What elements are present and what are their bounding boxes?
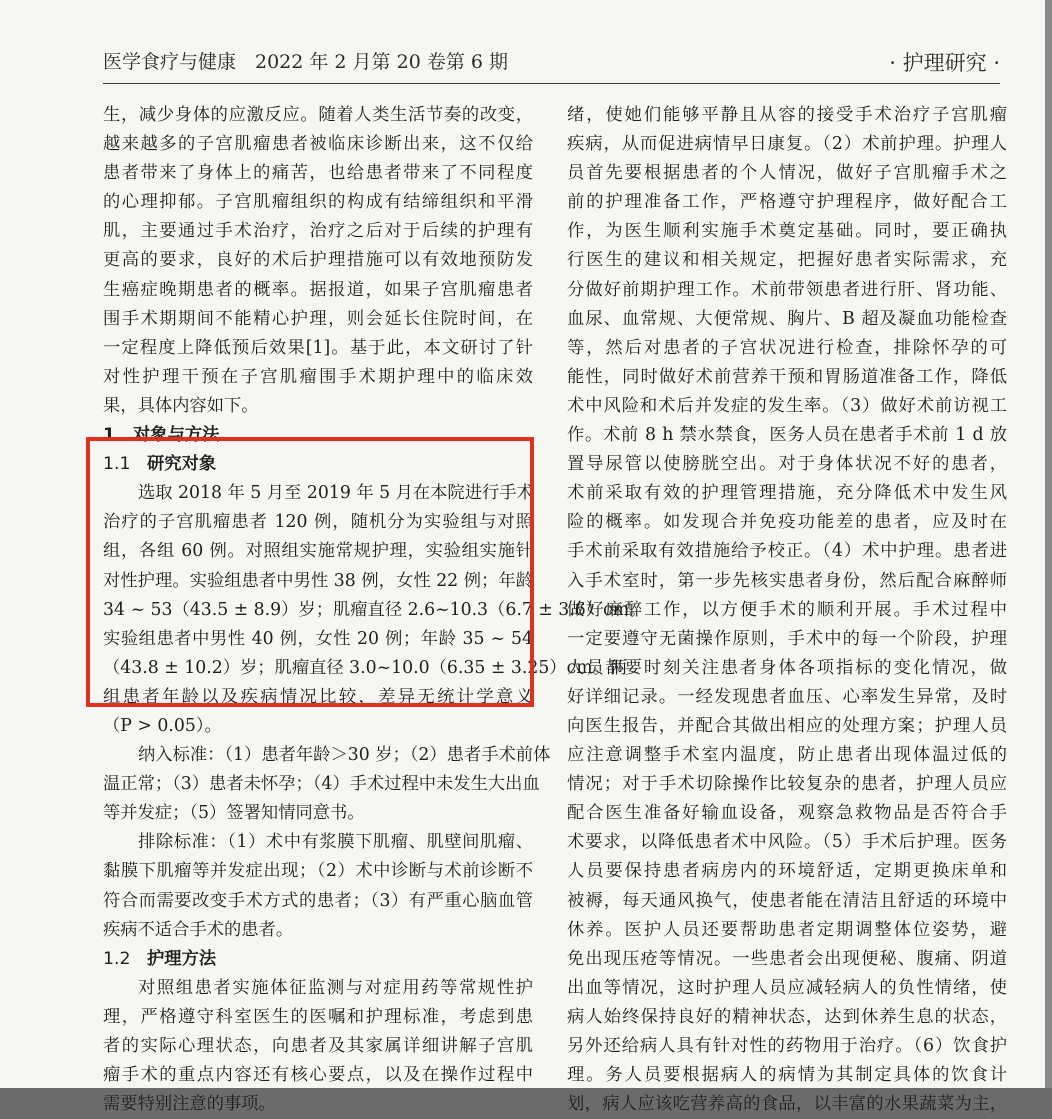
text-line: 实验组患者中男性 40 例，女性 20 例；年龄 35 ~ 54: [103, 628, 533, 649]
text-line: 疾病，从而促进病情早日康复。（2）术前护理。护理人: [567, 134, 1007, 155]
text-line: 作，为医生顺利实施手术奠定基础。同时，要正确执: [567, 221, 1007, 242]
text-line: 划，病人应该吃营养高的食品，以丰富的水果蔬菜为主，: [567, 1094, 1007, 1115]
text-line: 术中风险和术后并发症的发生率。（3）做好术前访视工: [567, 395, 1007, 416]
left-text-column: [103, 101, 647, 1115]
text-line: 应注意调整手术室内温度，防止患者出现体温过低的: [567, 745, 1007, 766]
text-line: 理，严格遵守科室医生的医嘱和护理标准，考虑到患: [103, 1006, 533, 1027]
text-line: 需要特别注意的事项。: [103, 1094, 276, 1115]
subsection-title: 研究对象: [147, 454, 217, 475]
text-line: 生癌症晚期患者的概率。据报道，如果子宫肌瘤患者: [103, 279, 533, 300]
text-line: 术前采取有效的护理管理措施，充分降低术中发生风: [567, 483, 1007, 504]
text-line: 对性护理干预在子宫肌瘤围手术期护理中的临床效: [103, 366, 533, 387]
text-line: 人员都要时刻关注患者身体各项指标的变化情况，做: [567, 657, 1007, 678]
text-line: 瘤手术的重点内容还有核心要点，以及在操作过程中: [103, 1065, 533, 1086]
running-header: [103, 47, 1000, 77]
text-line: （P > 0.05）。: [103, 715, 222, 736]
text-line: 围手术期期间不能精心护理，则会延长住院时间，在: [103, 308, 533, 329]
text-line: 一定要遵守无菌操作原则，手术中的每一个阶段，护理: [567, 628, 1007, 649]
subsection-number: 1.2: [103, 948, 131, 969]
text-line: 员首先要根据患者的个人情况，做好子宫肌瘤手术之: [567, 163, 1007, 184]
text-line: 等，然后对患者的子宫状况进行检查，排除怀孕的可: [567, 337, 1007, 358]
subsection-title: 护理方法: [147, 948, 217, 969]
text-line: 排除标准：（1）术中有浆膜下肌瘤、肌壁间肌瘤、: [138, 832, 533, 853]
text-line: 入手术室时，第一步先核实患者身份，然后配合麻醉师: [567, 570, 1007, 591]
header-rule: [103, 83, 1000, 84]
text-line: 出血等情况，这时护理人员应减轻病人的负性情绪，使: [567, 977, 1007, 998]
text-line: 情况；对于手术切除操作比较复杂的患者，护理人员应: [567, 774, 1007, 795]
text-line: 手术前采取有效措施给予校正。（4）术中护理。患者进: [567, 541, 1007, 562]
text-line: 疾病不适合手术的患者。: [103, 919, 294, 940]
text-line: 血尿、血常规、大便常规、胸片、B 超及凝血功能检查: [567, 308, 1007, 329]
text-line: 能性，同时做好术前营养干预和胃肠道准备工作，降低: [567, 366, 1007, 387]
section-label: · 护理研究 ·: [889, 51, 1000, 75]
subsection-number: 1.1: [103, 454, 131, 475]
journal-info: 医学食疗与健康 2022 年 2 月第 20 卷第 6 期: [103, 51, 508, 73]
text-line: 作。术前 8 h 禁水禁食，医务人员在患者手术前 1 d 放: [567, 425, 1007, 446]
text-line: 另外还给病人具有针对性的药物用于治疗。（6）饮食护: [567, 1036, 1007, 1056]
text-line: 组，各组 60 例。对照组实施常规护理，实验组实施针: [103, 541, 533, 562]
text-line: 免出现压疮等情况。一些患者会出现便秘、腹痛、阴道: [567, 948, 1007, 969]
text-line: 果，具体内容如下。: [103, 395, 259, 416]
right-text-column: [567, 101, 1007, 1115]
text-line: 好详细记录。一经发现患者血压、心率发生异常，及时: [567, 686, 1007, 707]
text-line: 纳入标准：（1）患者年龄＞30 岁；（2）患者手术前体: [138, 745, 551, 766]
text-line: 越来越多的子宫肌瘤患者被临床诊断出来，这不仅给: [103, 134, 533, 155]
text-line: 治疗的子宫肌瘤患者 120 例，随机分为实验组与对照: [103, 512, 533, 533]
text-line: 病人始终保持良好的精神状态，达到休养生息的状态，: [567, 1006, 1007, 1027]
subsection-heading: [103, 945, 533, 974]
text-line: 者的实际心理状态，向患者及其家属详细讲解子宫肌: [103, 1036, 533, 1056]
text-line: 绪，使她们能够平静且从容的接受手术治疗子宫肌瘤: [567, 105, 1007, 125]
text-line: 黏膜下肌瘤等并发症出现；（2）术中诊断与术前诊断不: [103, 861, 533, 882]
text-line: 险的概率。如发现合并免疫功能差的患者，应及时在: [567, 512, 1007, 533]
text-line: 温正常；（3）患者未怀孕；（4）手术过程中未发生大出血: [103, 774, 540, 795]
text-line: 分做好前期护理工作。术前带领患者进行肝、肾功能、: [567, 279, 1007, 300]
text-line: 行医生的建议和相关规定，把握好患者实际需求，充: [567, 250, 1007, 271]
text-line: 对性护理。实验组患者中男性 38 例，女性 22 例；年龄: [103, 570, 533, 591]
scrollbar[interactable]: [1045, 0, 1052, 1088]
text-line: 前的护理准备工作，严格遵守护理程序，做好配合工: [567, 192, 1007, 213]
text-line: 做好麻醉工作，以方便手术的顺利开展。手术过程中: [567, 599, 1007, 620]
text-line: 组患者年龄以及疾病情况比较，差异无统计学意义: [103, 686, 533, 707]
section-number: 1: [103, 425, 116, 446]
text-line: 被褥，每天通风换气，使患者能在清洁且舒适的环境中: [567, 890, 1007, 911]
text-line: 更高的要求，良好的术后护理措施可以有效地预防发: [103, 250, 533, 271]
text-line: 的心理抑郁。子宫肌瘤组织的构成有结缔组织和平滑: [103, 192, 533, 213]
text-line: 配合医生准备好输血设备，观察急救物品是否符合手: [567, 803, 1007, 824]
section-title: 对象与方法: [133, 425, 220, 446]
text-line: 术要求，以降低患者术中风险。（5）手术后护理。医务: [567, 832, 1007, 853]
text-line: 置导尿管以使膀胱空出。对于身体状况不好的患者，: [567, 454, 1007, 475]
text-line: （43.8 ± 10.2）岁；肌瘤直径 3.0~10.0（6.35 ± 3.25）cm。两: [103, 657, 628, 678]
text-line: 34 ~ 53（43.5 ± 8.9）岁；肌瘤直径 2.6~10.3（6.7 ± 3.6）cm。: [103, 599, 647, 620]
text-line: 肌，主要通过手术治疗，治疗之后对于后续的护理有: [103, 221, 533, 242]
text-line: 对照组患者实施体征监测与对症用药等常规性护: [138, 977, 533, 998]
text-line: 生，减少身体的应激反应。随着人类生活节奏的改变，: [103, 105, 533, 125]
text-line: 理。务人员要根据病人的病情为其制定具体的饮食计: [567, 1065, 1007, 1086]
text-line: 向医生报告，并配合其做出相应的处理方案；护理人员: [567, 715, 1007, 736]
subsection-heading: [103, 450, 533, 479]
section-heading: [103, 421, 533, 450]
text-line: 一定程度上降低预后效果[1]。基于此，本文研讨了针: [103, 337, 533, 358]
text-line: 患者带来了身体上的痛苦，也给患者带来了不同程度: [103, 163, 533, 184]
text-line: 符合而需要改变手术方式的患者；（3）有严重心脑血管: [103, 890, 533, 911]
text-line: 休养。医护人员还要帮助患者定期调整体位姿势，避: [567, 919, 1007, 940]
text-line: 人员要保持患者病房内的环境舒适，定期更换床单和: [567, 861, 1007, 882]
text-line: 选取 2018 年 5 月至 2019 年 5 月在本院进行手术: [138, 483, 534, 504]
text-line: 等并发症；（5）签署知情同意书。: [103, 803, 365, 824]
